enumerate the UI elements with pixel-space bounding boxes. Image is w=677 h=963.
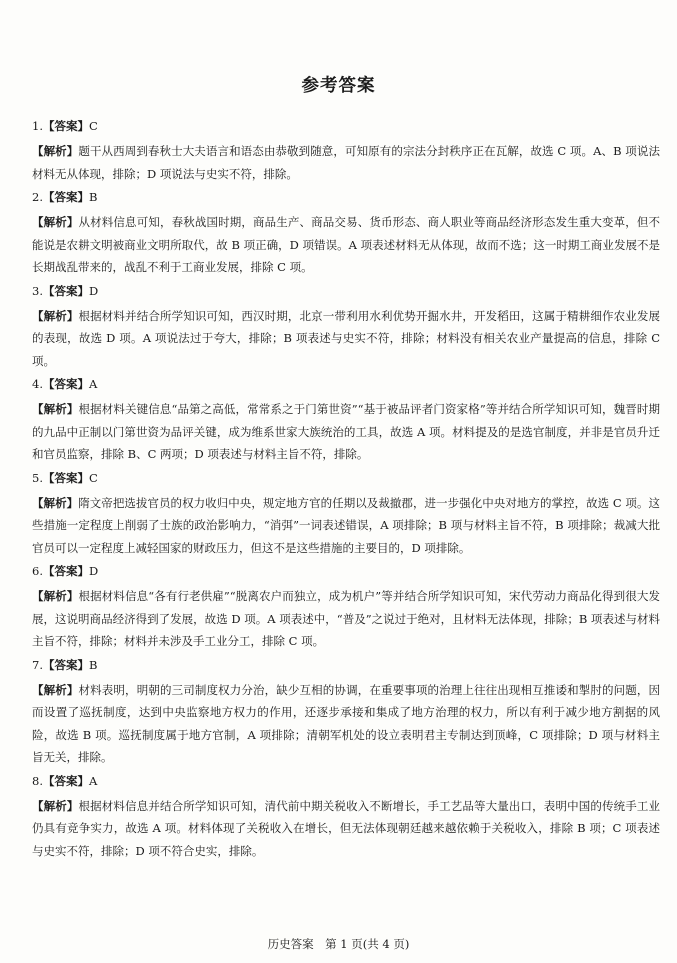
answer-line <box>32 773 660 789</box>
answer-tag: 【答案】 <box>42 283 89 298</box>
analysis-tag: 【解析】 <box>32 682 79 697</box>
answer-letter: B <box>88 190 98 204</box>
answer-tag: 【答案】 <box>42 190 89 204</box>
question-item <box>32 470 660 560</box>
answer-letter: D <box>88 564 99 578</box>
answer-letter: B <box>88 657 98 672</box>
analysis-paragraph <box>32 679 660 769</box>
answer-letter: A <box>88 377 98 391</box>
question-number: 1. <box>32 119 43 133</box>
analysis-paragraph <box>32 305 660 373</box>
answer-letter: D <box>88 283 99 298</box>
answer-tag: 【答案】 <box>42 470 89 485</box>
question-item <box>32 563 660 653</box>
answer-letter: A <box>88 773 98 788</box>
answer-tag: 【答案】 <box>42 119 89 133</box>
answer-line <box>32 189 660 205</box>
analysis-paragraph <box>32 398 660 466</box>
analysis-tag: 【解析】 <box>32 402 79 416</box>
analysis-paragraph <box>32 795 660 863</box>
answer-letter: C <box>88 470 98 485</box>
answer-tag: 【答案】 <box>42 657 89 672</box>
answer-tag: 【答案】 <box>42 773 89 788</box>
analysis-text: 根据材料并结合所学知识可知，西汉时期，北京一带利用水利优势开掘水井，开发稻田，这属于精耕细作农业发展的表现，故选 D 项。A 项说法过于夸大，排除；B 项表述与史实不符，排除；材料没有相关农业产量提高的信息，排除 C 项。 <box>32 308 660 368</box>
question-item <box>32 773 660 863</box>
answer-line <box>32 283 660 299</box>
analysis-text: 材料表明，明朝的三司制度权力分治，缺少互相的协调，在重要事项的治理上往往出现相互推诿和掣肘的问题，因而设置了巡抚制度，达到中央监察地方权力的作用，还逐步承接和集成了地方治理的权力，所以有利于减少地方割据的风险，故选 B 项。巡抚制度属于地方官制，A 项排除；清朝军机处的设立表明君主专制达到顶峰，C 项排除；D 项与材料主旨无关，排除。 <box>32 682 660 764</box>
question-number: 7. <box>32 657 43 672</box>
analysis-tag: 【解析】 <box>32 495 79 510</box>
page-footer: 历史答案 第 1 页(共 4 页) <box>267 937 410 951</box>
answer-letter: C <box>88 119 98 133</box>
question-item <box>32 376 660 466</box>
analysis-paragraph <box>32 211 660 279</box>
analysis-tag: 【解析】 <box>32 798 79 813</box>
analysis-text: 从材料信息可知，春秋战国时期，商品生产、商品交易、货币形态、商人职业等商品经济形态发生重大变革，但不能说是农耕文明被商业文明所取代，故 B 项正确，D 项错误。A 项表述材料无从体现，故而不选；这一时期工商业发展不是长期战乱带来的，战乱不利于工商业发展，排除 C 项。 <box>32 215 660 274</box>
answer-line <box>32 470 660 486</box>
question-number: 4. <box>32 377 43 391</box>
answer-line <box>32 118 660 134</box>
analysis-text: 根据材料信息“各有行老供雇”“脱离农户而独立，成为机户”等并结合所学知识可知，宋代劳动力商品化得到很大发展，这说明商品经济得到了发展，故选 D 项。A 项表述中，“普及”之说过于绝对，且材料无法体现，排除；B 项表述与材料主旨不符，排除；材料并未涉及手工业分工，排除 C 项。 <box>32 589 660 648</box>
analysis-text: 题干从西周到春秋士大夫语言和语态由恭敬到随意，可知原有的宗法分封秩序正在瓦解，故选 C 项。A、B 项说法材料无从体现，排除；D 项说法与史实不符，排除。 <box>32 144 660 181</box>
answer-tag: 【答案】 <box>42 564 89 578</box>
question-number: 3. <box>32 283 43 298</box>
question-number: 6. <box>32 564 43 578</box>
analysis-tag: 【解析】 <box>32 215 79 229</box>
page-title: 参考答案 <box>301 76 376 96</box>
analysis-tag: 【解析】 <box>32 589 79 603</box>
analysis-text: 根据材料关键信息“品第之高低，常常系之于门第世资”“基于被品评者门资家格”等并结合所学知识可知，魏晋时期的九品中正制以门第世资为品评关键，成为维系世家大族统治的工具，故选 A 项。材料提及的是选官制度，并非是官员升迁和官员监察，排除 B、C 两项；D 项表述与材料主旨不符，排除。 <box>32 402 660 461</box>
answer-line <box>32 657 660 673</box>
analysis-tag: 【解析】 <box>32 144 79 158</box>
answer-line <box>32 376 660 392</box>
analysis-paragraph <box>32 140 660 185</box>
question-number: 5. <box>32 470 43 485</box>
analysis-tag: 【解析】 <box>32 308 79 323</box>
question-number: 8. <box>32 773 43 788</box>
answer-line <box>32 563 660 579</box>
question-item <box>32 189 660 279</box>
answer-list <box>32 118 660 866</box>
question-item <box>32 657 660 769</box>
question-number: 2. <box>32 190 43 204</box>
analysis-text: 隋文帝把选拔官员的权力收归中央，规定地方官的任期以及裁撤郡，进一步强化中央对地方的掌控，故选 C 项。这些措施一定程度上削弱了士族的政治影响力，“消弭”一词表述错误，A 项排除；B 项与材料主旨不符，B 项排除；裁减大批官员可以一定程度上减轻国家的财政压力，但这不是这些措施的主要目的，D 项排除。 <box>32 495 661 555</box>
analysis-paragraph <box>32 492 660 560</box>
question-item <box>32 118 660 185</box>
question-item <box>32 283 660 373</box>
answer-tag: 【答案】 <box>42 377 89 391</box>
analysis-paragraph <box>32 585 660 653</box>
analysis-text: 根据材料信息并结合所学知识可知，清代前中期关税收入不断增长，手工艺品等大量出口，表明中国的传统手工业仍具有竞争实力，故选 A 项。材料体现了关税收入在增长，但无法体现朝廷越来越依赖于关税收入，排除 B 项；C 项表述与史实不符，排除；D 项不符合史实，排除。 <box>32 798 660 858</box>
